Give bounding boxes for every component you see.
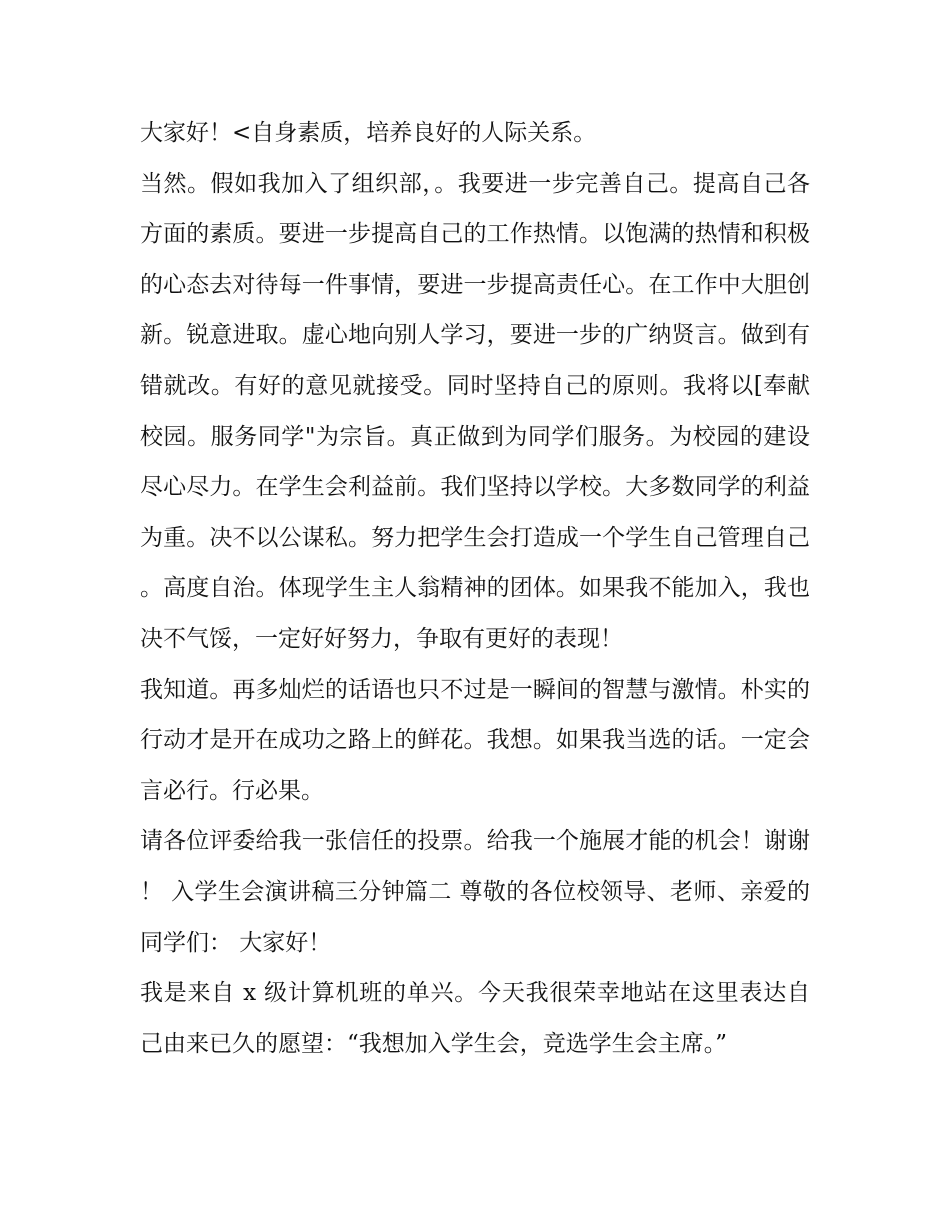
paragraph-greeting: 大家好！<自身素质，培养良好的人际关系。 — [140, 120, 597, 146]
paragraph-self-introduction: 我是来自 x 级计算机班的单兴。今天我很荣幸地站在这里表达自己由来已久的愿望：“我想加入学生会，竞选学生会主席。” — [140, 980, 810, 1057]
paragraph-vote-request: 请各位评委给我一张信任的投票。给我一个施展才能的机会！谢谢！ 入学生会演讲稿三分钟篇二 尊敬的各位校领导、老师、亲爱的同学们： 大家好！ — [140, 828, 810, 956]
paragraph-action-promise: 我知道。再多灿烂的话语也只不过是一瞬间的智慧与激情。朴实的行动才是开在成功之路上的鲜花。我想。如果我当选的话。一定会言必行。行必果。 — [140, 676, 810, 804]
document-body — [140, 108, 810, 1069]
paragraph-organization-plan: 当然。假如我加入了组织部，。我要进一步完善自己。提高自己各方面的素质。要进一步提高自己的工作热情。以饱满的热情和积极的心态去对待每一件事情，要进一步提高责任心。在工作中大胆创新。锐意进取。虚心地向别人学习，要进一步的广纳贤言。做到有错就改。有好的意见就接受。同时坚持自己的原则。我将以[奉献校园。服务同学"为宗旨。真正做到为同学们服务。为校园的建设尽心尽力。在学生会利益前。我们坚持以学校。大多数同学的利益为重。决不以公谋私。努力把学生会打造成一个学生自己管理自己。高度自治。体现学生主人翁精神的团体。如果我不能加入，我也决不气馁，一定好好努力，争取有更好的表现！ — [140, 170, 810, 652]
